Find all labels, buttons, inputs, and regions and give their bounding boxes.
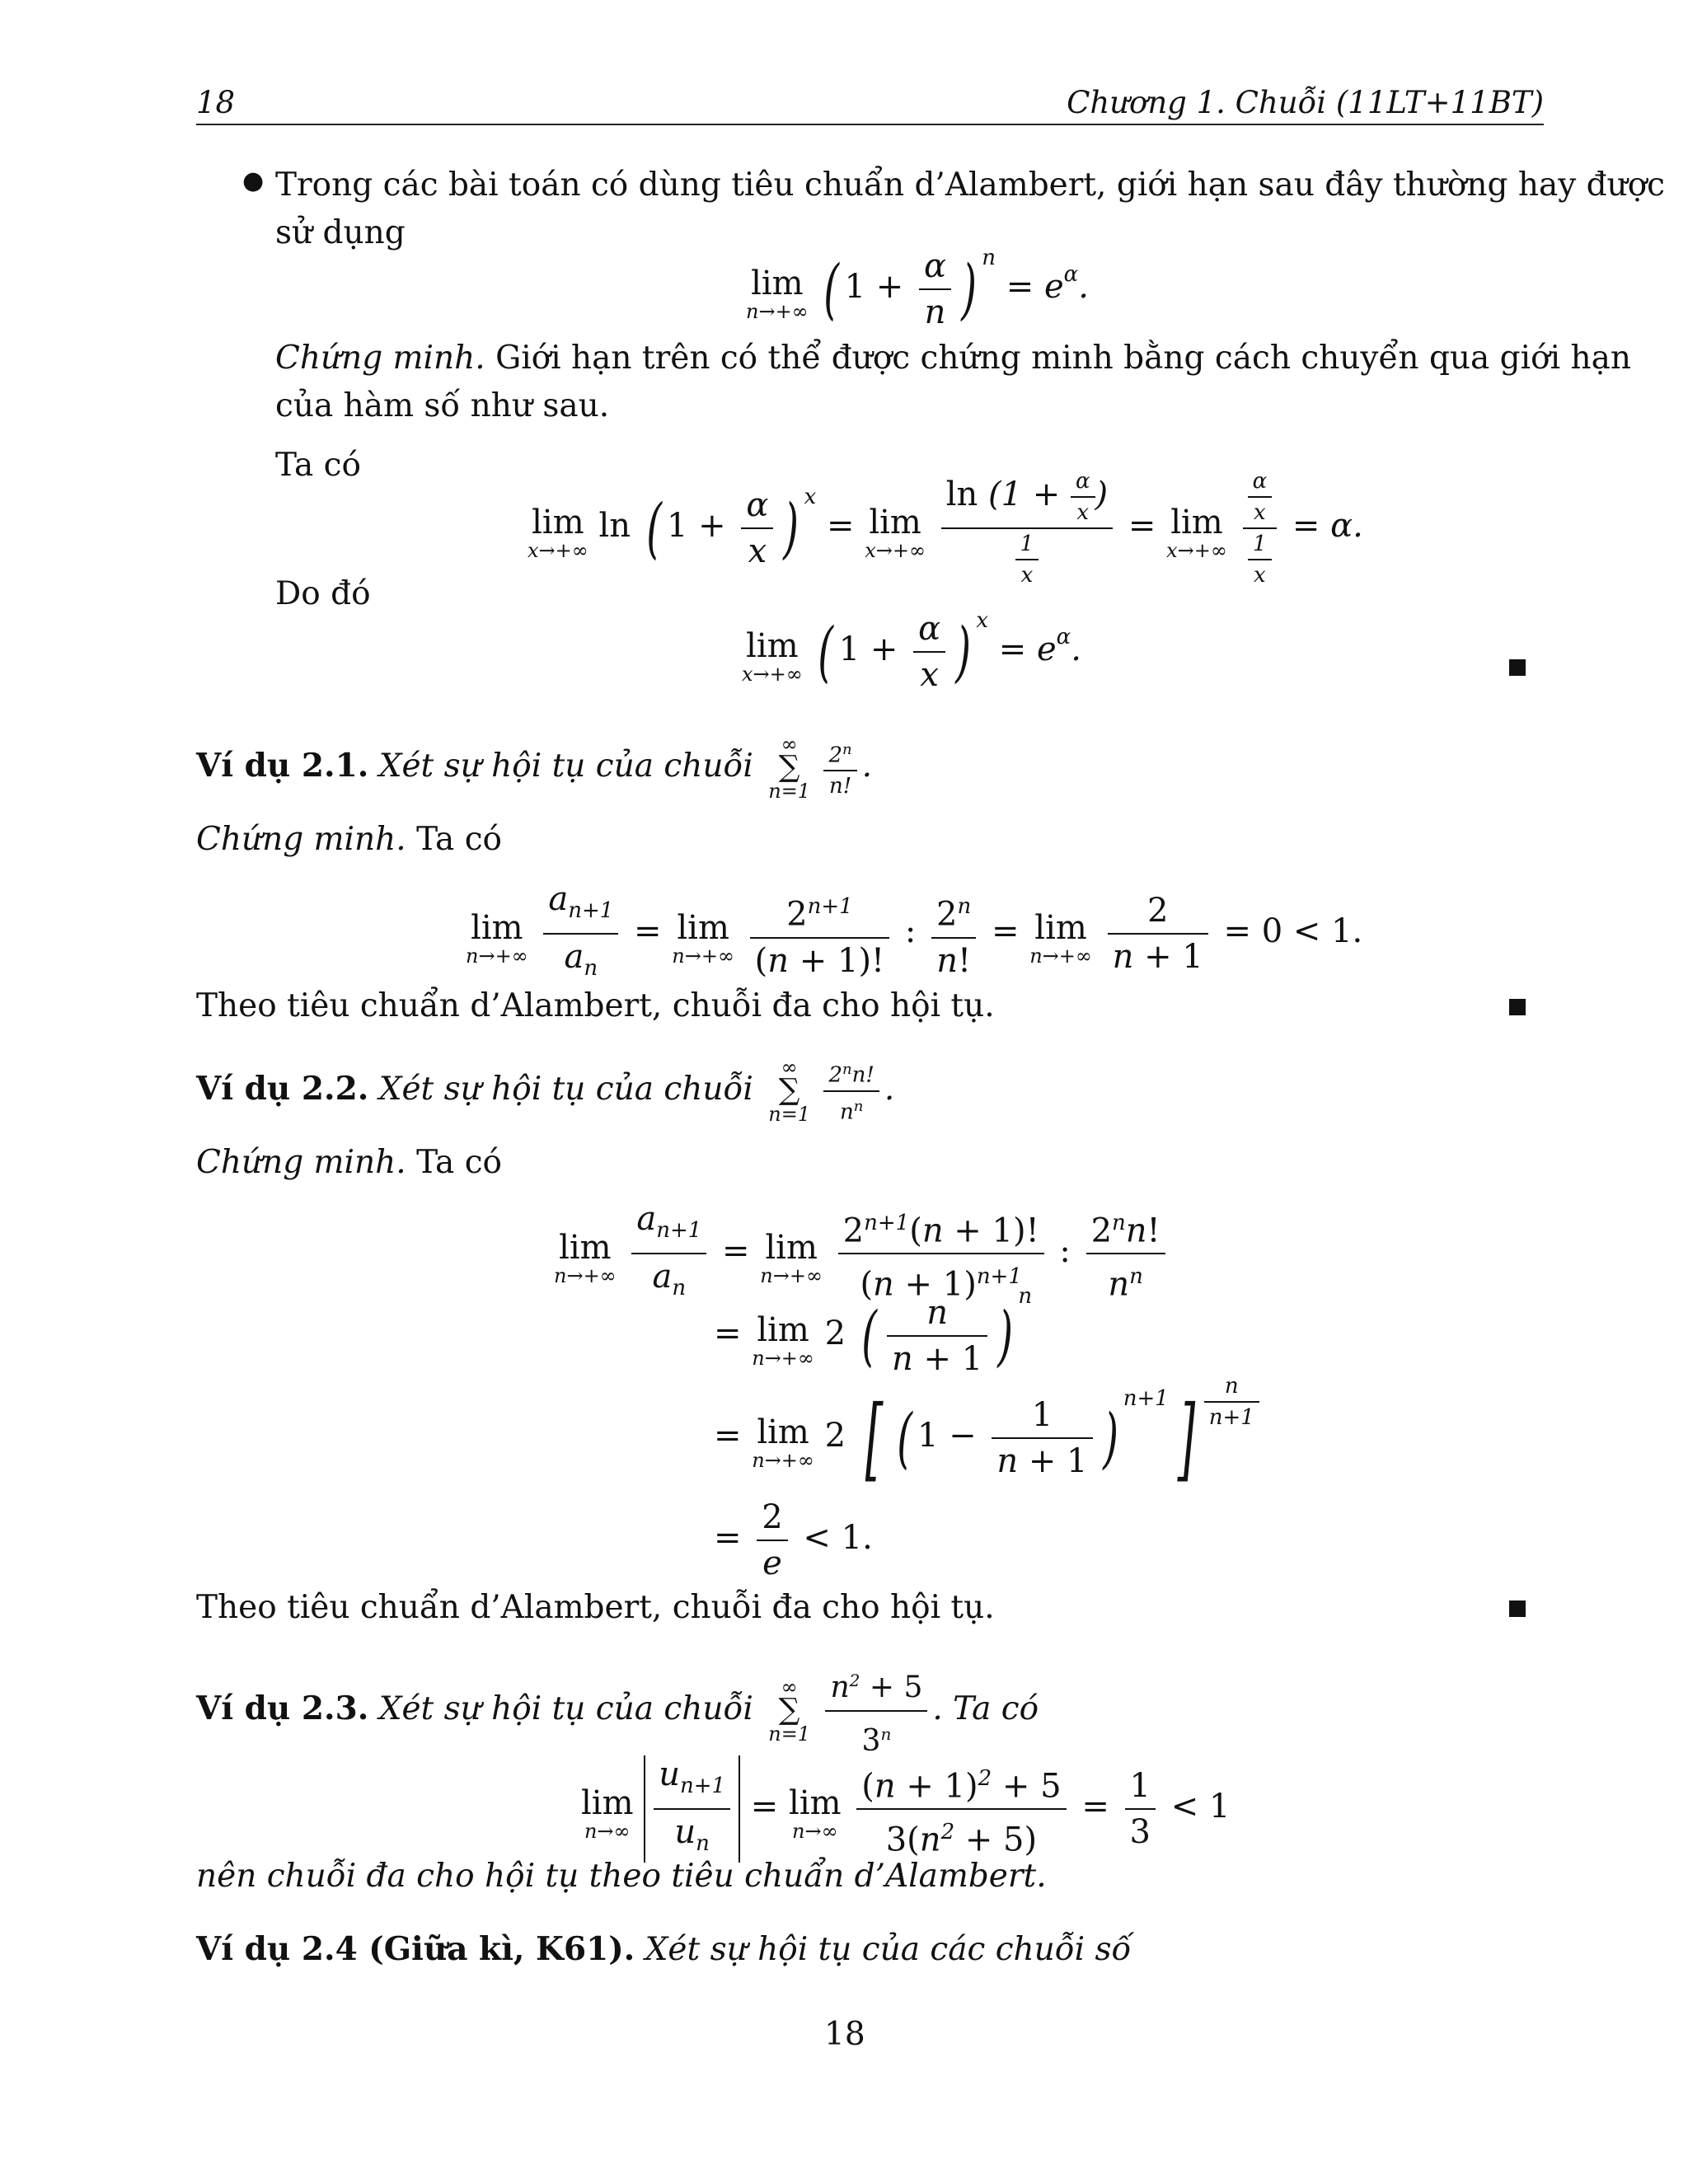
equation-example-2-2-line1: lim n→+∞ $\frac{a_{n+1}}{a_n}$ = lim n→+∞ $\frac{2^{n+1}(n + 1)!}{(n + 1)^{n+1}}$ : $\frac{2^nn!}{n^n}$ bbox=[554, 1200, 1170, 1307]
example-2-1-heading: Ví dụ 2.1. Xét sự hội tụ của chuỗi ∞ ∑ n=1 $\frac{2^n}{n!}$ . bbox=[196, 733, 873, 803]
page-header bbox=[196, 74, 1544, 125]
example-2-1-conclusion: Theo tiêu chuẩn d’Alambert, chuỗi đa cho hội tụ. bbox=[196, 987, 995, 1024]
example-2-3-heading: Ví dụ 2.3. Xét sự hội tụ của chuỗi ∞ ∑ n=1 $\frac{n^2 + 5}{3^n}$ . Ta có bbox=[196, 1661, 1039, 1760]
bullet-text-line2: sử dụng bbox=[275, 214, 406, 251]
bullet-do-do: Do đó bbox=[275, 575, 371, 612]
bullet-ta-co: Ta có bbox=[275, 447, 361, 484]
equation-example-2-2-line4: = $\frac{2}{e}$ < 1. bbox=[714, 1498, 873, 1582]
equation-log-limit: lim x→+∞ ln ( 1 + $\frac{\alpha}{x}$ ) $^x$ = lim x→+∞ ln (1 + $\frac{\alpha}{x}$ ) $\frac{1}{x}$ = lim x→+∞ $\frac{\frac{\alpha}{x}}{\frac{1}{x}}$ = α. bbox=[528, 469, 1363, 588]
example-2-3-conclusion: nên chuỗi đa cho hội tụ theo tiêu chuẩn d’Alambert. bbox=[196, 1858, 1047, 1895]
equation-example-2-3: lim n→∞ $\frac{u_{n+1}}{u_n}$ = lim n→∞ $\frac{(n + 1)^2 + 5}{3(n^2 + 5)}$ = $\frac{1}{3}$ < 1 bbox=[581, 1755, 1230, 1863]
equation-limit-e-x: lim x→+∞ ( 1 + $\frac{\alpha}{x}$ ) $^x = e^\alpha$. bbox=[742, 607, 1081, 694]
header-page-number: 18 bbox=[196, 85, 236, 120]
equation-limit-e: lim n→+∞ ( 1 + $\frac{\alpha}{n}$ ) $^n = e^\alpha$. bbox=[746, 245, 1089, 331]
equation-example-2-1: lim n→+∞ $\frac{a_{n+1}}{a_n}$ = lim n→+∞ $\frac{2^{n+1}}{(n + 1)!}$ : $\frac{2^n}{n!}$ = lim n→+∞ $\frac{2}{n + 1}$ = 0 < 1. bbox=[466, 880, 1363, 981]
example-2-2-heading: Ví dụ 2.2. Xét sự hội tụ của chuỗi ∞ ∑ n=1 $\frac{2^nn!}{n^n}$ . bbox=[196, 1056, 895, 1126]
bullet-proof-line2: của hàm số như sau. bbox=[275, 387, 610, 424]
example-2-2-conclusion: Theo tiêu chuẩn d’Alambert, chuỗi đa cho hội tụ. bbox=[196, 1589, 995, 1626]
equation-example-2-2-line2: = lim n→+∞ 2 ( $\frac{n}{n + 1}$ )$^n$ bbox=[714, 1283, 1033, 1378]
header-chapter-title: Chương 1. Chuỗi (11LT+11BT) bbox=[1067, 85, 1544, 120]
qed-square-icon bbox=[1509, 1601, 1526, 1617]
bullet-proof-line1: Chứng minh. Giới hạn trên có thể được chứng minh bằng cách chuyển qua giới hạn bbox=[275, 340, 1631, 377]
example-2-1-proof-label: Chứng minh. Ta có bbox=[196, 821, 503, 858]
footer-page-number: 18 bbox=[824, 2016, 865, 2053]
qed-square-icon bbox=[1509, 659, 1526, 676]
bullet-icon: ● bbox=[242, 166, 265, 195]
equation-example-2-2-line3: = lim n→+∞ 2 [ ( 1 − $\frac{1}{n + 1}$ )$^{n+1}$] $\frac{n}{n+1}$ bbox=[714, 1393, 1259, 1483]
example-2-4-heading: Ví dụ 2.4 (Giữa kì, K61). Xét sự hội tụ của các chuỗi số bbox=[196, 1930, 1132, 1968]
example-2-2-proof-label: Chứng minh. Ta có bbox=[196, 1144, 503, 1181]
bullet-text-line1: Trong các bài toán có dùng tiêu chuẩn d’Alambert, giới hạn sau đây thường hay được bbox=[275, 166, 1666, 204]
qed-square-icon bbox=[1509, 999, 1526, 1015]
